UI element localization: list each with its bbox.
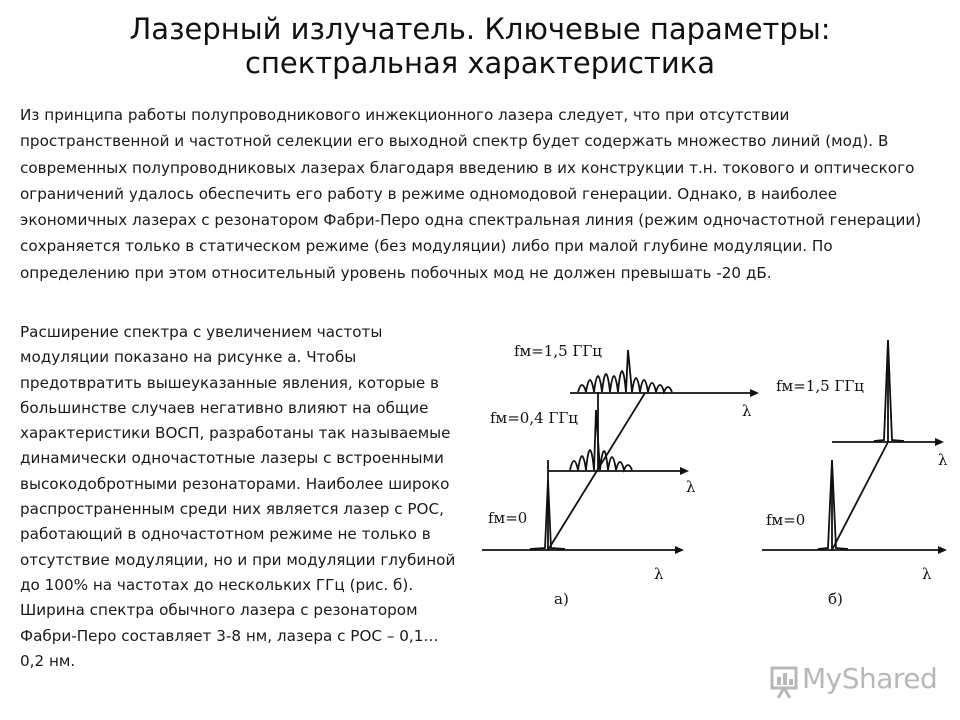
spectrum-b-0 — [818, 460, 848, 549]
lambda-b-bot: λ — [922, 565, 932, 583]
watermark-text: MyShared — [802, 662, 938, 695]
spectrum-a-04 — [570, 410, 632, 470]
caption-a: а) — [554, 590, 569, 608]
label-a-bot: fм=0 — [488, 509, 528, 527]
title-line-2: спектральная характеристика — [245, 46, 715, 80]
label-b-top: fм=1,5 ГГц — [776, 377, 864, 395]
spectrum-figure — [470, 320, 950, 620]
watermark-logo — [770, 662, 950, 702]
caption-b: б) — [828, 590, 843, 608]
label-a-mid: fм=0,4 ГГц — [490, 409, 578, 427]
body-paragraph: Расширение спектра с увеличением частоты модуляции показано на рисунке а. Чтобы предотвратить вышеуказанные явления, которые в большинстве случаев негативно влияют на общие характеристики ВОСП, разработаны так называемые динамически одночастотные лазеры с встроенными высокодобротными резонаторами. Наиболее широко распространенным среди них является лазер с РОС, работающий в одночастотном режиме не только в отсутствие модуляции, но и при модуляции глубиной до 100% на частотах до нескольких ГГц (рис. б). Ширина спектра обычного лазера с резонатором Фабри-Перо составляет 3-8 нм, лазера с РОС – 0,1…0,2 нм. — [20, 323, 456, 670]
lambda-b-top: λ — [938, 451, 948, 469]
lambda-a-mid: λ — [686, 478, 696, 496]
intro-paragraph: Из принципа работы полупроводникового инжекционного лазера следует, что при отсутствии пространственной и частотной селекции его выходной спектр будет содержать множество линий (мод). В современных полупроводниковых лазерах благодаря введению в их конструкции т.н. токового и оптического ограничений удалось обеспечить его работу в режиме одномодовой генерации. Однако, в наиболее экономичных лазерах с резонатором Фабри-Перо одна спектральная линия (режим одночастотной генерации) сохраняется только в статическом режиме (без модуляции) либо при малой глубине модуляции. По определению при этом относительный уровень побочных мод не должен превышать -20 дБ. — [20, 106, 922, 282]
label-a-top: fм=1,5 ГГц — [514, 342, 602, 360]
spectrum-b-15 — [874, 340, 904, 441]
lambda-a-top: λ — [742, 402, 752, 420]
presentation-icon — [770, 662, 800, 702]
slide-title — [0, 12, 960, 80]
title-line-1: Лазерный излучатель. Ключевые параметры: — [129, 12, 831, 46]
lambda-a-bot: λ — [654, 565, 664, 583]
label-b-bot: fм=0 — [766, 511, 806, 529]
spectrum-diagram — [470, 320, 950, 620]
